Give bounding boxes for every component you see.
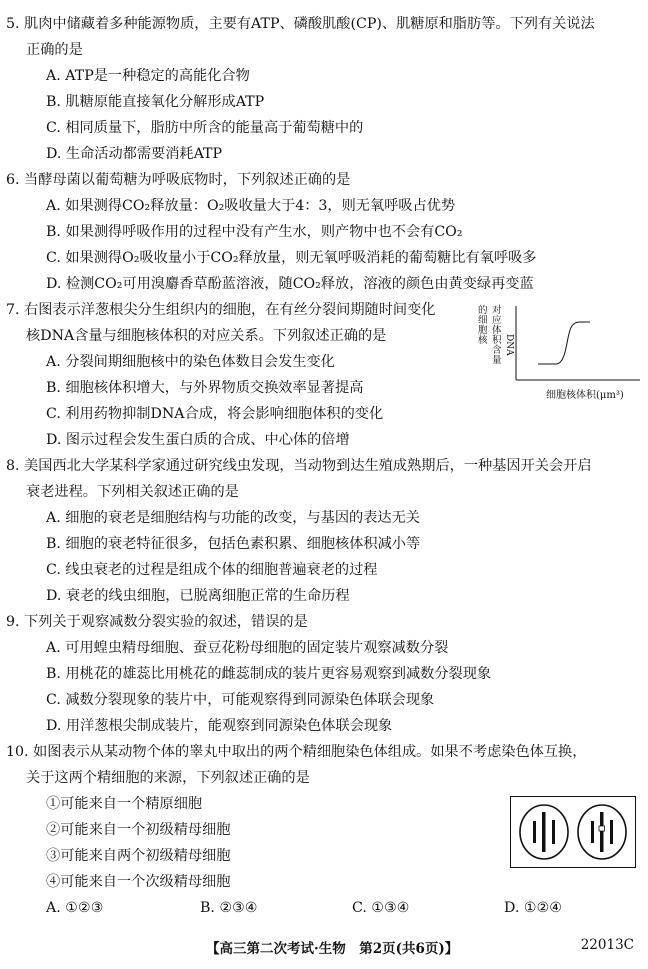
q10-cell1-chromosome-3: [552, 820, 555, 844]
q9-option-a: A. 可用蝗虫精母细胞、蚕豆花粉母细胞的固定装片观察减数分裂: [46, 640, 449, 656]
q5-option-d: D. 生命活动都需要消耗ATP: [46, 146, 223, 162]
footer-page-info: 【高三第二次考试·生物 第2页(共6页)】: [206, 941, 459, 957]
q10-option-b: B. ②③④: [200, 900, 258, 916]
q7-option-a: A. 分裂间期细胞核中的染色体数目会发生变化: [46, 354, 335, 370]
q10-statement-3: ③可能来自两个初级精母细胞: [46, 848, 231, 864]
q10-figure-svg: [510, 796, 636, 868]
q9-stem-line1: 9. 下列关于观察减数分裂实验的叙述，错误的是: [6, 614, 308, 630]
q5-stem-line1: 5. 肌肉中储藏着多种能源物质，主要有ATP、磷酸肌酸(CP)、肌糖原和脂肪等。下列有关说法: [6, 16, 595, 32]
q7-stem-line1: 7. 右图表示洋葱根尖分生组织内的细胞，在有丝分裂间期随时间变化: [6, 302, 436, 318]
q10-stem-line2: 关于这两个精细胞的来源，下列叙述正确的是: [26, 770, 310, 786]
q7-option-b: B. 细胞核体积增大，与外界物质交换效率显著提高: [46, 380, 364, 396]
q8-stem-line2: 衰老进程。下列相关叙述正确的是: [26, 484, 239, 500]
q7-option-d: D. 图示过程会发生蛋白质的合成、中心体的倍增: [46, 432, 350, 448]
q6-option-a: A. 如果测得CO₂释放量：O₂吸收量大于4：3，则无氧呼吸占优势: [46, 198, 456, 214]
q10-cell2-chromosome-1: [591, 821, 594, 843]
q10-stem-line1: 10. 如图表示从某动物个体的睾丸中取出的两个精细胞染色体组成。如果不考虑染色体互换，: [6, 744, 587, 760]
q9-option-b: B. 用桃花的雄蕊比用桃花的雌蕊制成的装片更容易观察到减数分裂现象: [46, 666, 492, 682]
q10-cell1-chromosome-2: [542, 812, 546, 852]
q6-option-b: B. 如果测得呼吸作用的过程中没有产生水，则产物中也不会有CO₂: [46, 224, 463, 240]
q10-statement-1: ①可能来自一个精原细胞: [46, 796, 203, 812]
q10-sperm-cells-figure: [510, 796, 636, 868]
q8-option-c: C. 线虫衰老的过程是组成个体的细胞普遍衰老的过程: [46, 562, 378, 578]
q7-option-c: C. 利用药物抑制DNA合成，将会影响细胞体积的变化: [46, 406, 384, 422]
q7-figure-ylabel-col2: 对应体积含量: [492, 305, 502, 366]
q10-option-a: A. ①②③: [46, 900, 104, 916]
q10-cell1-chromosome-1: [533, 821, 536, 843]
q9-option-d: D. 用洋葱根尖制成装片，能观察到同源染色体联会现象: [46, 718, 393, 734]
q10-statement-4: ④可能来自一个次级精母细胞: [46, 874, 231, 890]
q6-stem-line1: 6. 当酵母菌以葡萄糖为呼吸底物时，下列叙述正确的是: [6, 172, 351, 188]
q10-statement-2: ②可能来自一个初级精母细胞: [46, 822, 231, 838]
q7-figure-curve: [538, 322, 590, 364]
footer-exam-code: 22013C: [580, 937, 634, 953]
q5-option-c: C. 相同质量下，脂肪中所含的能量高于葡萄糖中的: [46, 120, 364, 136]
q10-option-c: C. ①③④: [352, 900, 410, 916]
q7-dna-volume-figure: [478, 304, 644, 404]
q6-option-d: D. 检测CO₂可用溴麝香草酚蓝溶液，随CO₂释放，溶液的颜色由黄变绿再变蓝: [46, 276, 534, 292]
q5-option-a: A. ATP是一种稳定的高能化合物: [46, 68, 250, 84]
q7-figure-ylabel-col1: 的细胞核: [478, 305, 488, 346]
q9-option-c: C. 减数分裂现象的装片中，可能观察得到同源染色体联会现象: [46, 692, 435, 708]
q6-option-c: C. 如果测得O₂吸收量小于CO₂释放量，则无氧呼吸消耗的葡萄糖比有氧呼吸多: [46, 250, 537, 266]
q7-stem-line2: 核DNA含量与细胞核体积的对应关系。下列叙述正确的是: [26, 328, 387, 344]
q10-figure-frame: [511, 797, 636, 868]
q7-figure-plot: [512, 304, 642, 384]
q10-option-d: D. ①②④: [504, 900, 563, 916]
q10-cell2-chromosome-2: [600, 812, 604, 852]
q7-figure-xlabel: 细胞核体积(μm³): [546, 390, 624, 401]
q10-cell2-chromosome-3: [610, 820, 613, 844]
q8-option-b: B. 细胞的衰老特征很多，包括色素积累、细胞核体积减小等: [46, 536, 421, 552]
q7-figure-ylabel-dna: DNA: [504, 334, 514, 356]
q8-option-d: D. 衰老的线虫细胞，已脱离细胞正常的生命历程: [46, 588, 350, 604]
q5-stem-line2: 正确的是: [26, 42, 83, 58]
q8-stem-line1: 8. 美国西北大学某科学家通过研究线虫发现，当动物到达生殖成熟期后，一种基因开关会开启: [6, 458, 592, 474]
q5-option-b: B. 肌糖原能直接氧化分解形成ATP: [46, 94, 265, 110]
q8-option-a: A. 细胞的衰老是细胞结构与功能的改变，与基因的表达无关: [46, 510, 420, 526]
q10-cell2-chromosome-band: [599, 826, 605, 831]
page-footer: [0, 937, 648, 959]
